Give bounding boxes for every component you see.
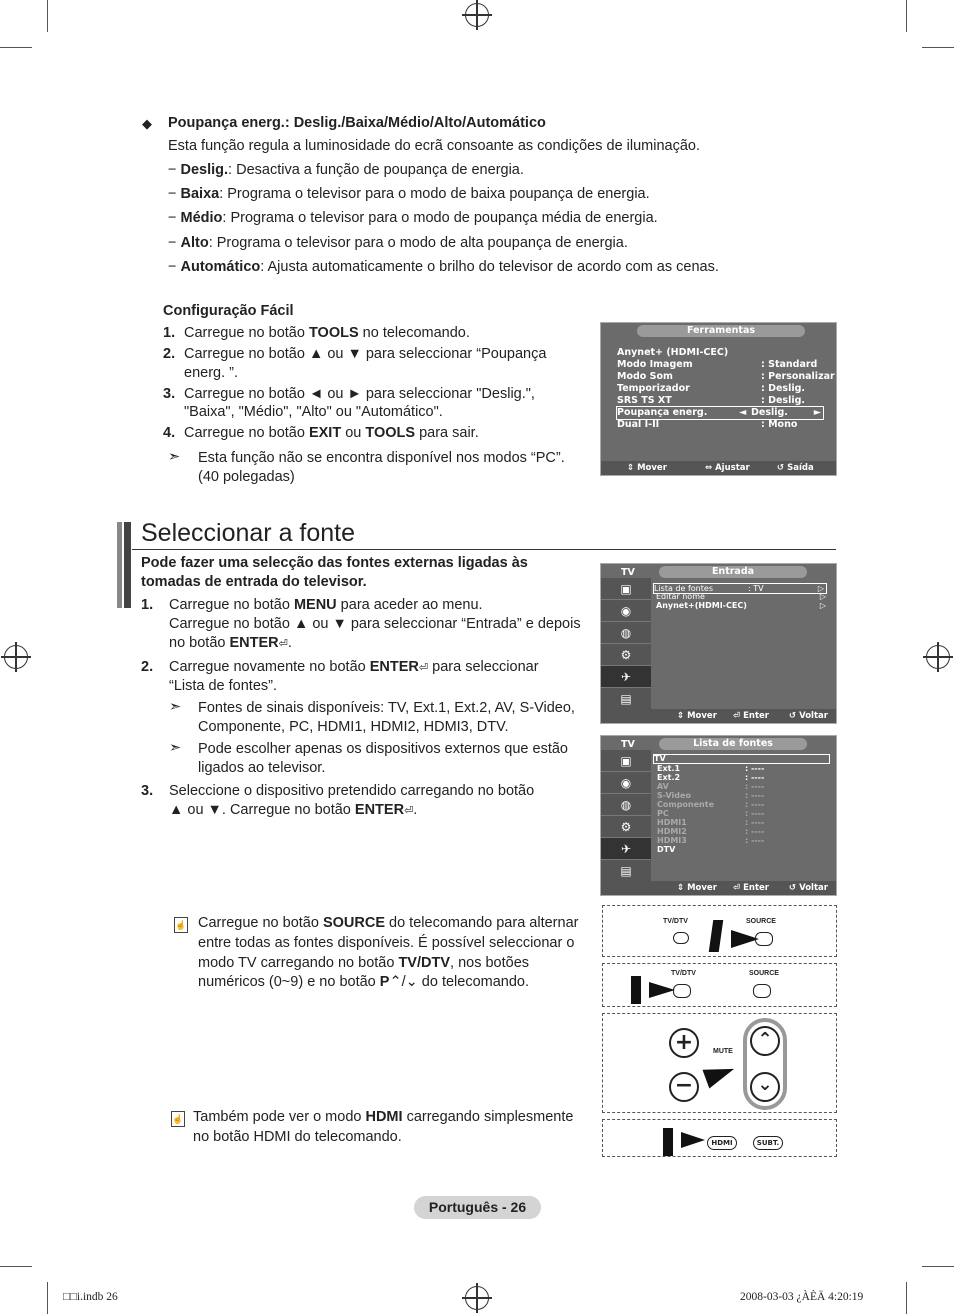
pointer-hand-icon — [631, 976, 641, 1004]
osd-row: PC : ---- — [657, 809, 765, 818]
tv-dtv-button[interactable] — [673, 932, 689, 944]
osd-row: HDMI1 : ---- — [657, 818, 765, 827]
remote-illustration-source — [602, 905, 837, 957]
crop-mark — [0, 47, 32, 48]
tip-text: numéricos (0~9) e no botão P⌃/⌄ do telecomando. — [198, 974, 530, 990]
intro-text: tomadas de entrada do televisor. — [141, 574, 367, 590]
tip-text: Carregue no botão SOURCE do telecomando para alternar — [198, 915, 579, 931]
note-text: (40 polegadas) — [198, 469, 295, 485]
source-button[interactable] — [753, 984, 771, 998]
picture-icon: ▣ — [601, 578, 651, 600]
channel-down-icon: ⌄ — [405, 974, 418, 990]
hdmi-button[interactable]: HDMI — [707, 1136, 737, 1150]
osd-row: Ext.2 : ---- — [657, 773, 765, 782]
remote-label: SOURCE — [746, 918, 776, 925]
tip-text: Também pode ver o modo HDMI carregando simplesmente — [193, 1109, 574, 1125]
print-info-left: □□i.indb 26 — [63, 1291, 118, 1303]
pointer-arrow-icon — [649, 982, 675, 998]
sound-icon: ◉ — [601, 600, 651, 622]
crop-mark — [47, 0, 48, 32]
remote-label: MUTE — [713, 1048, 733, 1055]
step-number: 1. — [163, 325, 176, 341]
step-number: 3. — [163, 386, 176, 402]
osd-title: Entrada — [659, 566, 807, 578]
crop-mark — [47, 1282, 48, 1314]
list-item: − Automático: Ajusta automaticamente o brilho do televisor de acordo com as cenas. — [168, 259, 719, 275]
osd-row: DTV — [657, 845, 676, 854]
crop-mark — [922, 47, 954, 48]
osd-row: HDMI2 : ---- — [657, 827, 765, 836]
print-info-right: 2008-03-03 ¿ÀÈÄ 4:20:19 — [740, 1291, 864, 1303]
section-heading: Poupança energ.: Deslig./Baixa/Médio/Alto/Automático — [168, 115, 546, 131]
step-text: ▲ ou ▼. Carregue no botão ENTER⏎. — [169, 802, 418, 818]
step-text: energ. ”. — [184, 365, 238, 381]
osd-row: AV : ---- — [657, 782, 765, 791]
channel-down-button[interactable]: ⌄ — [750, 1072, 780, 1102]
osd-title: Lista de fontes — [659, 738, 807, 750]
remote-illustration-channel — [602, 1013, 837, 1113]
sound-icon: ◉ — [601, 772, 651, 794]
list-item: − Baixa: Programa o televisor para o modo de baixa poupança de energia. — [168, 186, 650, 202]
title-bar-accent — [117, 522, 122, 608]
list-item: − Deslig.: Desactiva a função de poupança de energia. — [168, 162, 524, 178]
osd-row: S-Video : ---- — [657, 791, 765, 800]
hand-note-icon: ☝ — [174, 917, 188, 933]
note-arrow-icon: ➣ — [169, 740, 182, 756]
title-underline — [132, 549, 836, 550]
osd-row: Temporizador : Deslig. — [617, 383, 806, 394]
application-icon: ▤ — [601, 860, 651, 882]
osd-sidebar — [601, 750, 651, 883]
picture-icon: ▣ — [601, 750, 651, 772]
subtitle-button[interactable]: SUBT. — [753, 1136, 783, 1150]
pointer-hand-icon — [663, 1128, 673, 1156]
step-text: Carregue no botão ▲ ou ▼ para seleccionar “Poupança — [184, 346, 547, 362]
step-text: “Lista de fontes”. — [169, 678, 277, 694]
tip-text: no botão HDMI do telecomando. — [193, 1129, 402, 1145]
enter-icon: ⏎ — [278, 638, 288, 650]
registration-mark-icon — [4, 645, 28, 669]
volume-down-button[interactable]: − — [669, 1072, 699, 1102]
list-item: − Médio: Programa o televisor para o modo de poupança média de energia. — [168, 210, 658, 226]
intro-text: Pode fazer uma selecção das fontes externas ligadas às — [141, 555, 528, 571]
osd-footer: ⇕ Mover ⇔ Ajustar ↺ Saída — [601, 461, 836, 475]
osd-row: SRS TS XT : Deslig. — [617, 395, 806, 406]
remote-label: SOURCE — [749, 970, 779, 977]
pointer-arrow-icon — [681, 1132, 705, 1148]
remote-label: TV/DTV — [671, 970, 696, 977]
input-icon: ✈ — [601, 666, 651, 688]
channel-up-button[interactable]: ⌃ — [750, 1026, 780, 1056]
step-number: 1. — [141, 597, 154, 613]
osd-row: Dual I-II : Mono — [617, 419, 798, 430]
step-text: Carregue novamente no botão ENTER⏎ para seleccionar — [169, 659, 539, 675]
source-button[interactable] — [755, 932, 773, 946]
osd-row-selected: Poupança energ. ◄ Deslig. ► — [616, 406, 824, 420]
remote-illustration-tvdtv — [602, 963, 837, 1007]
step-text: no botão ENTER⏎. — [169, 635, 292, 651]
osd-row: Modo Som : Personalizar — [617, 371, 835, 382]
registration-mark-icon — [926, 645, 950, 669]
osd-row: Modo Imagem : Standard — [617, 359, 818, 370]
easy-setup-title: Configuração Fácil — [163, 303, 294, 319]
remote-illustration-hdmi — [602, 1119, 837, 1157]
osd-row: Anynet+ (HDMI-CEC) — [617, 347, 729, 358]
note-arrow-icon: ➣ — [169, 699, 182, 715]
diamond-bullet-icon: ◆ — [142, 116, 152, 131]
note-text: Fontes de sinais disponíveis: TV, Ext.1, Ext.2, AV, S-Video, — [198, 700, 575, 716]
section-description: Esta função regula a luminosidade do ecrã consoante as condições de iluminação. — [168, 138, 701, 154]
osd-row: Editar nome ▷ — [656, 592, 826, 601]
channel-up-icon: ⌃ — [389, 974, 402, 990]
input-icon: ✈ — [601, 838, 651, 860]
channel-icon: ◍ — [601, 794, 651, 816]
volume-up-button[interactable]: + — [669, 1028, 699, 1058]
step-text: Seleccione o dispositivo pretendido carregando no botão — [169, 783, 535, 799]
step-text: Carregue no botão ▲ ou ▼ para seleccionar “Entrada” e depois — [169, 616, 581, 632]
osd-input-menu — [600, 563, 837, 724]
note-text: ligados ao televisor. — [198, 760, 326, 776]
osd-row: Ext.1 : ---- — [657, 764, 765, 773]
crop-mark — [922, 1266, 954, 1267]
step-text: Carregue no botão EXIT ou TOOLS para sair. — [184, 425, 479, 441]
step-text: Carregue no botão MENU para aceder ao menu. — [169, 597, 483, 613]
tip-text: entre todas as fontes disponíveis. É possível seleccionar o — [198, 935, 575, 951]
osd-row: HDMI3 : ---- — [657, 836, 765, 845]
step-number: 4. — [163, 425, 176, 441]
pointer-hand-icon — [709, 920, 723, 952]
osd-sidebar — [601, 578, 651, 711]
registration-mark-icon — [465, 3, 489, 27]
pointer-arrow-icon — [702, 1059, 737, 1088]
osd-footer: ⇕ Mover ⏎ Enter ↺ Voltar — [601, 881, 836, 895]
hand-note-icon: ☝ — [171, 1111, 185, 1127]
osd-tv-label: TV — [621, 739, 635, 750]
step-number: 2. — [163, 346, 176, 362]
setup-icon: ⚙ — [601, 816, 651, 838]
osd-tools-menu — [600, 322, 837, 476]
channel-icon: ◍ — [601, 622, 651, 644]
setup-icon: ⚙ — [601, 644, 651, 666]
application-icon: ▤ — [601, 688, 651, 710]
list-item: − Alto: Programa o televisor para o modo de alta poupança de energia. — [168, 235, 628, 251]
crop-mark — [906, 0, 907, 32]
tv-dtv-button[interactable] — [673, 984, 691, 998]
osd-row-selected: Lista de fontes : TV ▷ — [653, 583, 827, 594]
crop-mark — [0, 1266, 32, 1267]
osd-row-selected: TV — [653, 754, 830, 764]
note-text: Componente, PC, HDMI1, HDMI2, HDMI3, DTV. — [198, 719, 509, 735]
registration-mark-icon — [465, 1286, 489, 1310]
osd-footer: ⇕ Mover ⏎ Enter ↺ Voltar — [601, 709, 836, 723]
remote-label: TV/DTV — [663, 918, 688, 925]
osd-title: Ferramentas — [637, 325, 805, 337]
note-text: Esta função não se encontra disponível nos modos “PC”. — [198, 450, 565, 466]
page-number-badge: Português - 26 — [414, 1196, 541, 1219]
enter-icon: ⏎ — [404, 805, 414, 817]
step-number: 3. — [141, 783, 154, 799]
tip-text: modo TV carregando no botão TV/DTV, nos botões — [198, 955, 530, 971]
osd-row: Componente : ---- — [657, 800, 765, 809]
title-bar-accent — [124, 522, 131, 608]
step-text: Carregue no botão TOOLS no telecomando. — [184, 325, 470, 341]
osd-row: Anynet+(HDMI-CEC) ▷ — [656, 601, 826, 610]
note-text: Pode escolher apenas os dispositivos externos que estão — [198, 741, 568, 757]
step-number: 2. — [141, 659, 154, 675]
crop-mark — [906, 1282, 907, 1314]
osd-source-list — [600, 735, 837, 896]
enter-icon: ⏎ — [418, 662, 429, 674]
osd-tv-label: TV — [621, 567, 635, 578]
section-title: Seleccionar a fonte — [141, 519, 356, 547]
step-text: Carregue no botão ◄ ou ► para seleccionar "Deslig.", — [184, 386, 535, 402]
step-text: "Baixa", "Médio", "Alto" ou "Automático". — [184, 404, 443, 420]
note-arrow-icon: ➣ — [168, 449, 181, 465]
